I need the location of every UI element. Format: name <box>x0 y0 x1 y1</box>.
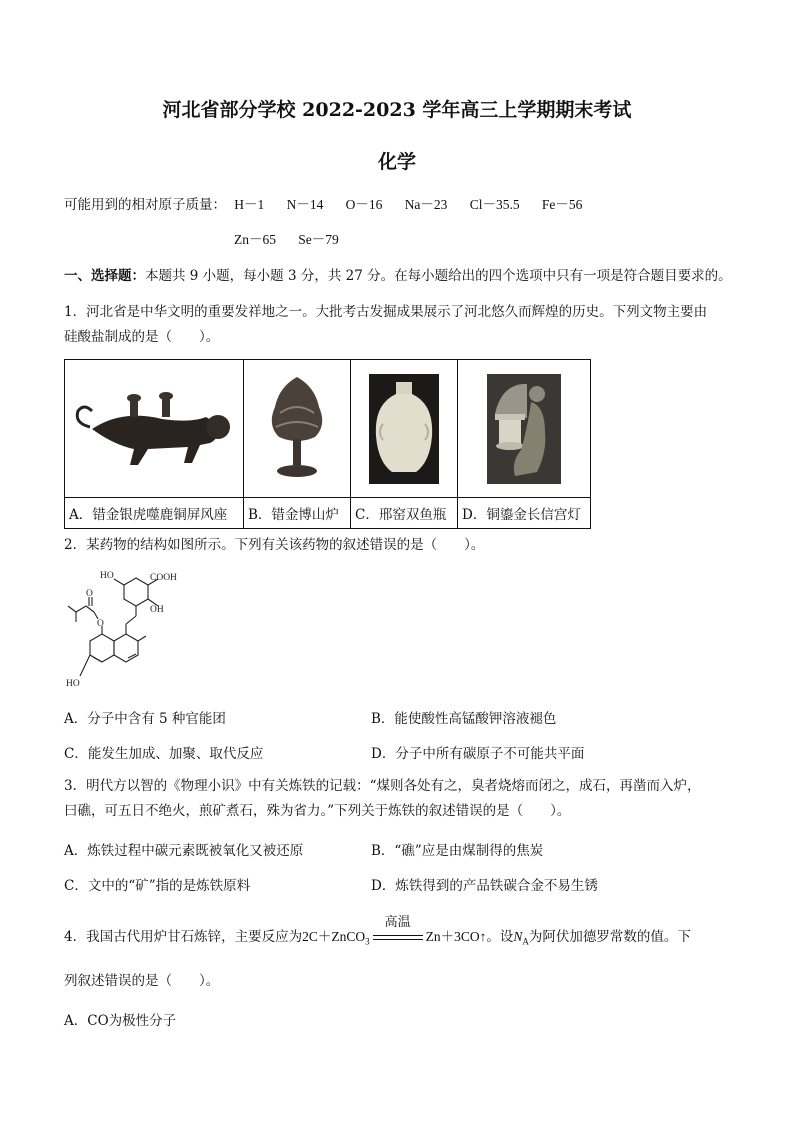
subject-title: 化学 <box>377 151 416 173</box>
q2-structure-diagram <box>62 566 192 692</box>
q2-option-a: A．分子中含有 5 种官能团 <box>64 711 226 727</box>
q4-prefix: 4．我国古代用炉甘石炼锌，主要反应为 <box>64 929 303 945</box>
q3-option-d: D．炼铁得到的产品铁碳合金不易生锈 <box>371 878 598 894</box>
label-ho-bottom: HO <box>66 679 80 689</box>
q1-stem-line2: 硅酸盐制成的是（ ）。 <box>64 329 220 345</box>
q3-option-a: A．炼铁过程中碳元素既被氧化又被还原 <box>64 843 304 859</box>
q3-stem-line1: 3．明代方以智的《物理小识》中有关炼铁的记载：“煤则各处有之，臭者烧熔而闭之，成石，再凿而入炉， <box>64 778 701 794</box>
section-heading <box>64 266 732 286</box>
mass-o: O－16 <box>345 197 383 212</box>
mass-h: H－1 <box>234 197 265 212</box>
mass-na: Na－23 <box>404 197 448 212</box>
section-description: 本题共 9 小题，每小题 3 分，共 27 分。在每小题给出的四个选项中只有一项是符合题目要求的。 <box>145 268 732 284</box>
mass-n: N－14 <box>286 197 324 212</box>
q3-option-c: C．文中的“矿”指的是炼铁原料 <box>64 878 251 894</box>
label-cooh: COOH <box>150 573 177 583</box>
artifact-d-cell <box>458 360 591 498</box>
vase-image <box>369 374 439 484</box>
q3-option-b: B．“礁”应是由煤制得的焦炭 <box>371 843 544 859</box>
caption-d: D．铜鎏金长信宫灯 <box>458 498 591 529</box>
mass-se: Se－79 <box>298 232 339 247</box>
caption-b: B．错金博山炉 <box>244 498 351 529</box>
artifact-a-cell <box>65 360 244 498</box>
q4-reactant-subscript: 3 <box>365 936 370 947</box>
label-ho-top: HO <box>100 571 114 581</box>
exam-title: 河北省部分学校 2022-2023 学年高三上学期期末考试 <box>162 99 632 121</box>
tiger-bronze-image <box>68 389 240 469</box>
label-o-carbonyl: O <box>86 589 93 599</box>
q4-option-a: A．CO为极性分子 <box>64 1013 177 1029</box>
q3-stem-line2: 曰礁，可五日不绝火，煎矿煮石，殊为省力。”下列关于炼铁的叙述错误的是（ ）。 <box>64 803 571 819</box>
artifact-b-cell <box>244 360 351 498</box>
censer-image <box>258 373 336 485</box>
atomic-mass-row2 <box>234 230 357 250</box>
mass-fe: Fe－56 <box>541 197 583 212</box>
palace-lamp-image <box>487 374 561 484</box>
q4-suffix-b: 为阿伏加德罗常数的值。下 <box>528 929 691 945</box>
q2-option-b: B．能使酸性高锰酸钾溶液褪色 <box>371 711 557 727</box>
mass-cl: Cl－35.5 <box>469 197 520 212</box>
q2-option-d: D．分子中所有碳原子不可能共平面 <box>371 746 585 762</box>
atomic-mass-row1 <box>64 195 600 215</box>
atomic-mass-label: 可能用到的相对原子质量： <box>64 197 226 213</box>
q4-stem-line2: 列叙述错误的是（ ）。 <box>64 973 220 989</box>
q4-stem-line1 <box>64 914 691 952</box>
avogadro-subscript: A <box>522 936 529 947</box>
q4-suffix-a: 。设 <box>486 929 514 945</box>
caption-a: A．错金银虎噬鹿铜屏风座 <box>65 498 244 529</box>
section-label: 一、选择题： <box>64 268 145 284</box>
q4-reactants: 2C＋ZnCO <box>302 929 366 944</box>
artifact-c-cell <box>351 360 458 498</box>
label-o-ester: O <box>97 619 104 629</box>
mass-zn: Zn－65 <box>234 232 276 247</box>
label-oh: OH <box>150 605 164 615</box>
avogadro-symbol: N <box>513 929 523 944</box>
q4-products: Zn＋3CO↑ <box>425 929 487 944</box>
q1-artifact-table <box>64 359 591 529</box>
reaction-condition-arrow <box>370 914 426 945</box>
caption-c: C．邢窑双鱼瓶 <box>351 498 458 529</box>
q2-stem: 2．某药物的结构如图所示。下列有关该药物的叙述错误的是（ ）。 <box>64 537 485 553</box>
reaction-condition: 高温 <box>384 914 411 930</box>
q1-stem-line1: 1．河北省是中华文明的重要发祥地之一。大批考古发掘成果展示了河北悠久而辉煌的历史。下列文物主要由 <box>64 304 708 320</box>
q2-option-c: C．能发生加成、加聚、取代反应 <box>64 746 264 762</box>
